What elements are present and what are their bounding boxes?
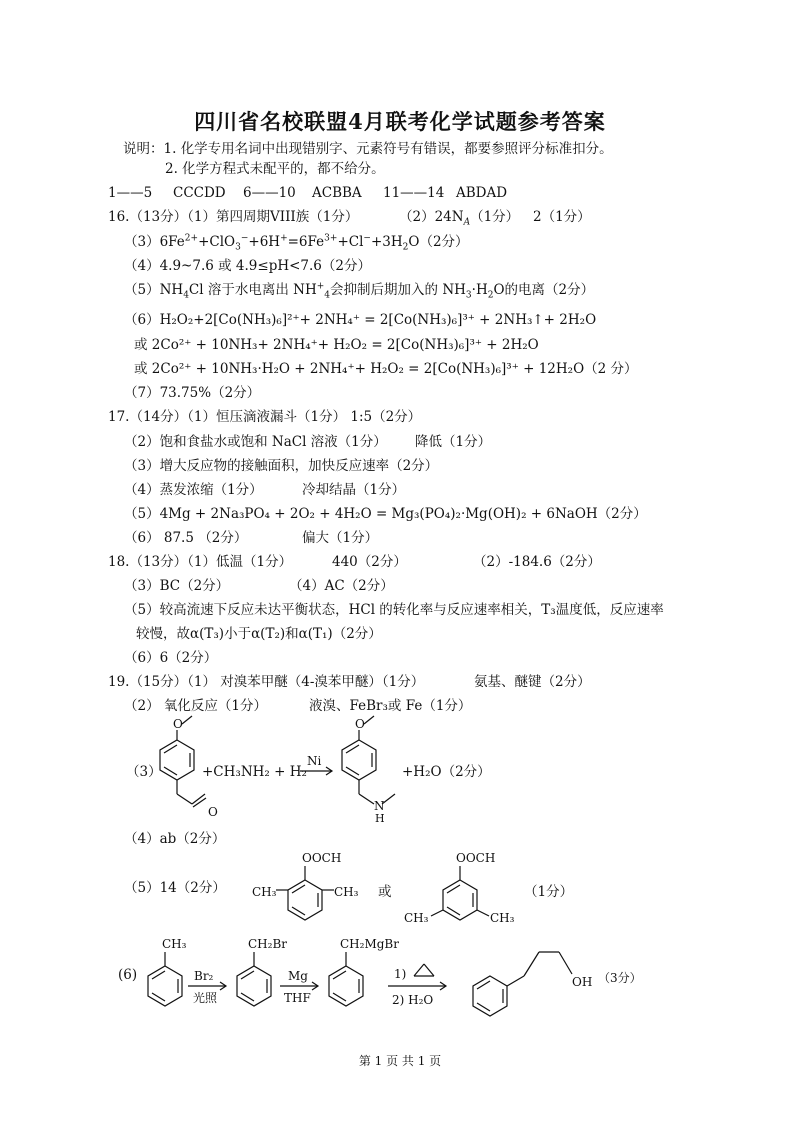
t: 2 [402, 242, 409, 253]
q16-part5 [124, 281, 594, 299]
product-water: +H₂O（2分） [402, 764, 491, 780]
q19-part6-pts: （3分） [598, 971, 642, 985]
isomer-2 [431, 866, 489, 920]
t: − [363, 233, 371, 244]
q18-part5-line2: 较慢，故α(T₃)小于α(T₂)和α(T₁)（2分） [136, 626, 382, 642]
product-n: N [374, 799, 385, 813]
mc-ans-3: ABDAD [456, 185, 508, 201]
product-structure [342, 716, 395, 804]
isomer-1 [276, 866, 334, 920]
q16-part2 [399, 208, 519, 226]
q17-part2a: （2）饱和食盐水或饱和 NaCl 溶液（1分） [124, 434, 387, 450]
isomer-1-ooch: OOCH [302, 851, 342, 865]
product-ether-o: O [355, 717, 365, 731]
note-2: 2. 化学方程式未配平的，都不给分。 [165, 161, 385, 177]
q16-part3 [124, 233, 469, 251]
grignard-reagent [329, 952, 363, 1006]
q16-part6-line2: 或 2Co²⁺ + 10NH₃+ 2NH₄⁺+ H₂O₂ = 2[Co(NH₃)₆]³⁺ + 2H₂O [134, 337, 539, 353]
isomer-2-ch3-left: CH₃ [404, 911, 429, 925]
t: − [240, 233, 249, 244]
q17-part5: （5）4Mg + 2Na₃PO₄ + 2O₂ + 4H₂O = Mg₃(PO₄)₂·Mg(OH)₂ + 6NaOH（2分） [124, 506, 647, 522]
catalyst-ni: Ni [307, 754, 322, 768]
q17-part4b: 冷却结晶（1分） [302, 482, 406, 498]
q18-part4: （4）AC（2分） [289, 578, 394, 594]
mc-range-2: 6——10 [243, 185, 296, 201]
q19-part3-reaction [120, 712, 520, 824]
q19-part5-label: （5）14（2分） [124, 880, 226, 896]
q19-head: 19.（15分）（1） 对溴苯甲醚（4-溴苯甲醚）（1分） [108, 674, 425, 690]
note-1: 化学专用名词中出现错别字、元素符号有错误，都要参照评分标准扣分。 [180, 141, 613, 157]
q16-part2b: 2（1分） [533, 209, 591, 225]
t: 3+ [324, 233, 338, 244]
epoxide-icon [414, 964, 434, 976]
t: 3 [465, 290, 472, 301]
q16-part6-line1: （6）H₂O₂+2[Co(NH₃)₆]²⁺+ 2NH₄⁺ = 2[Co(NH₃)₆]³⁺ + 2NH₃↑+ 2H₂O [124, 312, 597, 328]
t: + [280, 233, 288, 244]
t: 3 [235, 242, 241, 253]
q18-part1b: 440（2分） [332, 554, 407, 570]
notes-label: 说明：1. [123, 141, 177, 157]
reactant-aldehyde-o: O [208, 805, 218, 819]
q16-p2-pts: （1分） [470, 209, 520, 225]
reagent-br2: Br₂ [194, 969, 214, 983]
q18-part6: （6）6（2分） [124, 650, 218, 666]
toluene-ch3: CH₃ [162, 937, 187, 951]
q16-part4: （4）4.9~7.6 或 4.9≤pH<7.6（2分） [124, 258, 371, 274]
t: O（2分） [408, 234, 469, 250]
mc-range-3: 11——14 [383, 185, 445, 201]
isomer-2-ooch: OOCH [456, 851, 496, 865]
q19-part5-isomers [120, 848, 574, 928]
reactant-plus: +CH₃NH₂ + H₂ [202, 764, 307, 780]
q16-part7: （7）73.75%（2分） [124, 385, 261, 401]
reagent-mg: Mg [288, 969, 308, 983]
condition-light: 光照 [193, 991, 218, 1005]
mc-ans-2: ACBBA [312, 185, 362, 201]
t: +3H [370, 234, 403, 250]
final-product [473, 952, 572, 1016]
q18-part5-line1: （5）较高流速下反应未达平衡状态，HCl 的转化率与反应速率相关，T₃温度低，反应速率 [124, 602, 664, 618]
t: O的电离（2分） [493, 282, 595, 298]
notes-line-1 [123, 140, 613, 158]
isomer-1-ch3-left: CH₃ [252, 885, 277, 899]
mc-range-1: 1——5 [108, 185, 153, 201]
step-2: 2) H₂O [392, 993, 434, 1007]
q18-part2: （2）-184.6（2分） [473, 554, 601, 570]
q18-head: 18.（13分）（1）低温（1分） [108, 554, 293, 570]
q19-part2b: 液溴、FeBr₃或 Fe（1分） [309, 698, 472, 714]
reactant-structure [160, 716, 206, 807]
isomer-1-ch3-right: CH₃ [334, 885, 359, 899]
solvent-thf: THF [284, 991, 311, 1005]
q19-part6-label: (6) [118, 967, 138, 983]
q18-part3: （3）BC（2分） [124, 578, 230, 594]
t: +ClO [198, 234, 236, 250]
t: =6Fe [287, 234, 325, 250]
t: 2 [487, 290, 494, 301]
benzyl-bromide-ch2br: CH₂Br [248, 937, 288, 951]
page-title: 四川省名校联盟4月联考化学试题参考答案 [194, 109, 606, 134]
product-h: H [375, 812, 385, 825]
benzyl-bromide [237, 952, 271, 1006]
t: Cl 溶于水电离出 NH [188, 282, 317, 298]
q16-p2-sub: A [463, 217, 471, 228]
t: （5）NH [124, 282, 184, 298]
toluene [148, 952, 182, 1006]
t: 4 [183, 290, 189, 301]
t: + [316, 281, 325, 292]
q19-part1b: 氨基、醚键（2分） [474, 674, 591, 690]
q19-part3-label: （3） [126, 764, 162, 780]
mc-1-5 [108, 184, 152, 202]
q17-part2b: 降低（1分） [415, 434, 492, 450]
t: ·H [471, 282, 488, 298]
q16-head: 16.（13分）（1）第四周期VIII族（1分） [108, 209, 359, 225]
q16-p2: （2）24N [399, 209, 464, 225]
q16-part6-line3: 或 2Co²⁺ + 10NH₃·H₂O + 2NH₄⁺+ H₂O₂ = 2[Co(NH₃)₆]³⁺ + 12H₂O（2 分） [134, 361, 638, 377]
t: +6H [248, 234, 281, 250]
t: 2+ [184, 233, 199, 244]
t: 4 [324, 290, 331, 301]
reactant-ether-o: O [173, 717, 183, 731]
t: +Cl [337, 234, 364, 250]
t: （3）6Fe [124, 234, 185, 250]
q19-part6-synthesis [114, 930, 674, 1020]
q17-part4a: （4）蒸发浓缩（1分） [124, 482, 263, 498]
page-footer: 第 1 页 共 1 页 [358, 1054, 442, 1068]
mc-ans-1: CCCDD [173, 185, 226, 201]
isomer-2-ch3-right: CH₃ [490, 911, 515, 925]
step-1: 1) [394, 967, 407, 981]
isomers-pts: （1分） [524, 884, 574, 900]
q17-part3: （3）增大反应物的接触面积，加快反应速率（2分） [124, 458, 439, 474]
final-product-oh: OH [572, 975, 593, 989]
isomers-or: 或 [378, 884, 392, 900]
q17-part6b: 偏大（1分） [302, 530, 379, 546]
q17-part6a: （6） 87.5 （2分） [124, 530, 248, 546]
q19-part4: （4）ab（2分） [124, 831, 226, 847]
grignard-ch2mgbr: CH₂MgBr [340, 937, 399, 951]
t: 会抑制后期加入的 NH [330, 282, 466, 298]
q19-part2a: （2） 氧化反应（1分） [124, 698, 267, 714]
q17-head: 17.（14分）（1）恒压滴液漏斗（1分） 1:5（2分） [108, 409, 422, 425]
